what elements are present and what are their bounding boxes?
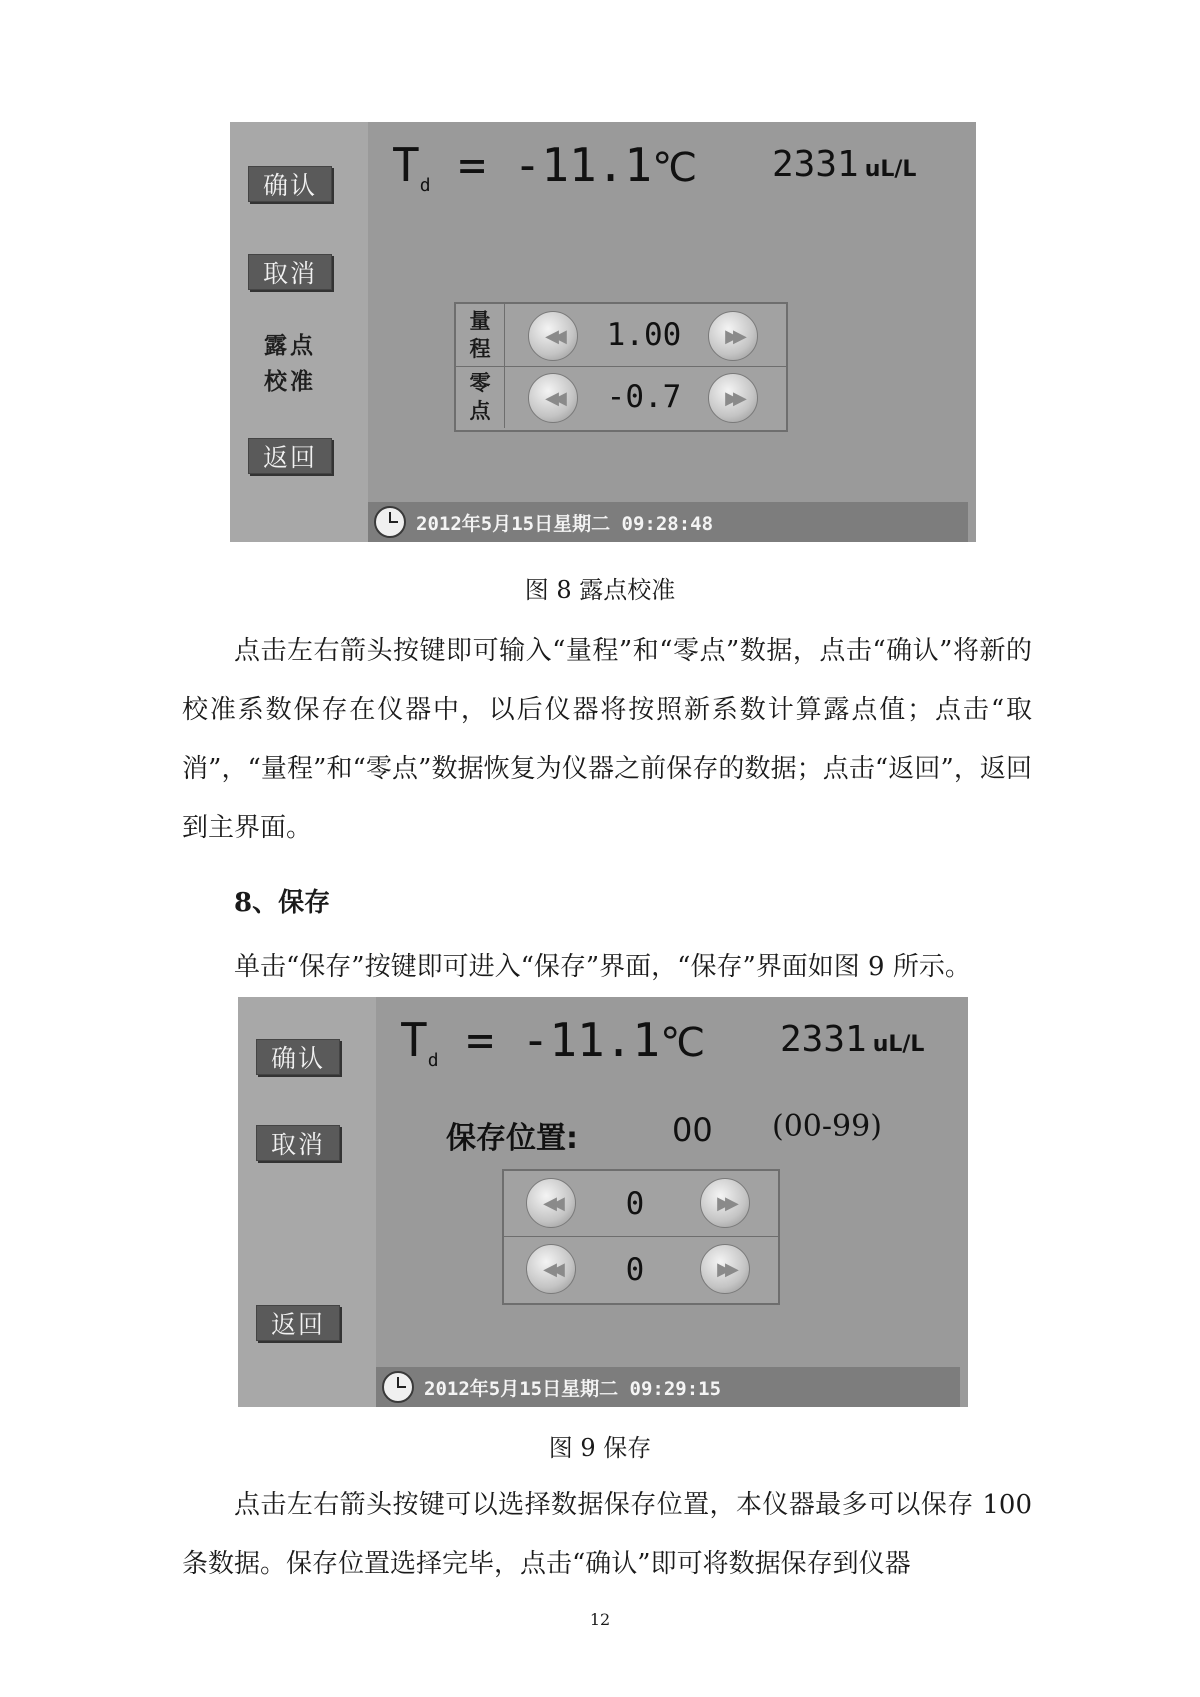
tens-decrease-button[interactable]	[526, 1178, 576, 1228]
status-datetime: 2012年5月15日星期二 09:29:15	[424, 1377, 722, 1400]
zero-row	[456, 366, 786, 428]
concentration-readout	[772, 144, 916, 185]
td-subscript: d	[427, 1050, 439, 1072]
dewpoint-readout	[400, 1013, 705, 1071]
units-decrease-button[interactable]	[526, 1244, 576, 1294]
mode-label-line2: 校准	[264, 369, 316, 395]
section-heading: 8、保存	[234, 888, 331, 918]
clock-icon	[382, 1371, 414, 1403]
zero-label	[456, 366, 505, 428]
dewpoint-readout	[392, 138, 697, 196]
concentration-unit: uL/L	[864, 157, 917, 182]
units-value: 0	[625, 1251, 645, 1288]
span-value: 1.00	[606, 317, 682, 353]
paragraph-1: 点击左右箭头按键即可输入“量程”和“零点”数据，点击“确认”将新的校准系数保存在仪器中，以后仪器将按照新系数计算露点值；点击“取消”，“量程”和“零点”数据恢复为仪器之前保存的数据；点击“返回”，返回到主界面。	[182, 636, 1032, 843]
units-row	[504, 1237, 778, 1302]
fast-forward-icon: ▶▶	[717, 1192, 733, 1214]
status-datetime: 2012年5月15日星期二 09:28:48	[416, 512, 714, 535]
zero-increase-button[interactable]	[708, 373, 758, 423]
save-location-range: (00-99)	[772, 1109, 882, 1144]
span-increase-button[interactable]	[708, 311, 758, 361]
concentration-value: 2331	[772, 144, 859, 185]
td-unit: ℃	[652, 145, 698, 191]
tens-value: 0	[625, 1185, 645, 1222]
fast-forward-icon: ▶▶	[725, 387, 741, 409]
figure-8-screen	[230, 122, 976, 542]
span-row	[456, 304, 786, 367]
side-panel	[238, 997, 376, 1407]
zero-decrease-button[interactable]	[528, 373, 578, 423]
save-location-value: 00	[672, 1111, 713, 1149]
td-symbol: T	[400, 1013, 428, 1067]
confirm-button[interactable]: 确认	[256, 1039, 340, 1075]
calibration-table	[454, 302, 788, 432]
tens-row	[504, 1171, 778, 1237]
side-panel	[230, 122, 368, 542]
zero-value: -0.7	[606, 379, 682, 415]
rewind-icon: ◀◀	[543, 1192, 559, 1214]
td-value: = -11.1	[438, 1013, 661, 1067]
concentration-unit: uL/L	[872, 1032, 925, 1057]
rewind-icon: ◀◀	[545, 325, 561, 347]
td-symbol: T	[392, 138, 420, 192]
figure-9-caption: 图 9 保存	[548, 1434, 652, 1462]
cancel-button[interactable]: 取消	[256, 1125, 340, 1161]
save-location-table	[502, 1169, 780, 1305]
figure-8-caption: 图 8 露点校准	[524, 576, 676, 604]
status-bar	[376, 1367, 960, 1407]
td-unit: ℃	[660, 1020, 706, 1066]
span-label-bottom: 程	[469, 337, 491, 361]
span-label-top: 量	[469, 309, 491, 333]
tens-increase-button[interactable]	[700, 1178, 750, 1228]
page-number: 12	[589, 1610, 611, 1629]
td-subscript: d	[419, 175, 431, 197]
paragraph-3: 点击左右箭头按键可以选择数据保存位置，本仪器最多可以保存 100 条数据。保存位置选择完毕，点击“确认”即可将数据保存到仪器	[182, 1490, 1032, 1579]
paragraph-2: 单击“保存”按键即可进入“保存”界面，“保存”界面如图 9 所示。	[234, 952, 971, 982]
units-increase-button[interactable]	[700, 1244, 750, 1294]
zero-label-top: 零	[469, 371, 491, 395]
concentration-value: 2331	[780, 1019, 867, 1060]
main-panel	[368, 122, 976, 542]
rewind-icon: ◀◀	[545, 387, 561, 409]
rewind-icon: ◀◀	[543, 1258, 559, 1280]
save-location-label: 保存位置:	[446, 1121, 578, 1156]
back-button[interactable]: 返回	[256, 1305, 340, 1341]
concentration-readout	[780, 1019, 924, 1060]
back-button[interactable]: 返回	[248, 438, 332, 474]
clock-icon	[374, 506, 406, 538]
span-label	[456, 304, 505, 366]
cancel-button[interactable]: 取消	[248, 254, 332, 290]
mode-label-line1: 露点	[264, 333, 316, 359]
fast-forward-icon: ▶▶	[717, 1258, 733, 1280]
mode-label	[250, 328, 330, 400]
confirm-button[interactable]: 确认	[248, 166, 332, 202]
span-decrease-button[interactable]	[528, 311, 578, 361]
status-bar	[368, 502, 968, 542]
fast-forward-icon: ▶▶	[725, 325, 741, 347]
zero-label-bottom: 点	[469, 399, 491, 423]
figure-9-screen	[238, 997, 968, 1407]
main-panel	[376, 997, 968, 1407]
td-value: = -11.1	[430, 138, 653, 192]
